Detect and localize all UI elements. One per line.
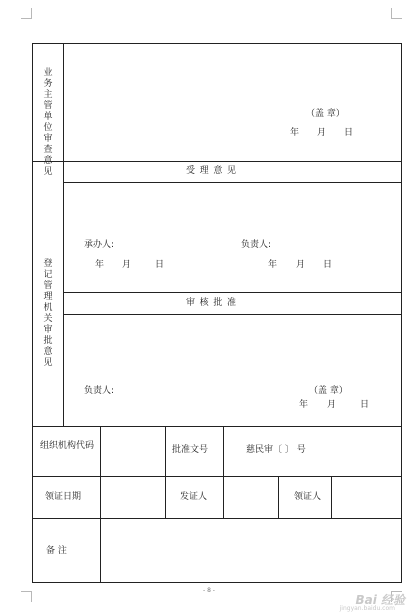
- page-number: - 8 -: [203, 587, 215, 594]
- accept-header: 受 理 意 见: [186, 166, 237, 176]
- section1-day: 日: [344, 128, 354, 138]
- review-day: 日: [360, 400, 370, 410]
- table-border-top: [32, 43, 402, 44]
- table-border-left: [32, 43, 33, 583]
- corner-mark-top-right: [391, 8, 402, 19]
- handler-label: 承办人:: [84, 240, 115, 250]
- col-divider-1: [100, 426, 101, 583]
- table-border-right: [401, 43, 402, 583]
- responsible-label: 负责人:: [241, 240, 272, 250]
- accept-month-left: 月: [122, 260, 132, 270]
- section2-seal: （盖 章）: [309, 386, 348, 396]
- issuer-label: 发证人: [180, 492, 208, 502]
- org-code-label: 组织机构代码: [39, 441, 94, 451]
- section1-month: 月: [317, 128, 327, 138]
- accept-month-right: 月: [296, 260, 306, 270]
- section1-label: 业务主管单位审查意见: [43, 68, 53, 177]
- section1-seal: （盖 章）: [306, 109, 345, 119]
- approval-no-value: 慈民审〔 〕 号: [246, 445, 306, 455]
- receiver-label: 领证人: [294, 492, 322, 502]
- divider-row-org: [32, 476, 402, 477]
- receive-date-label: 领证日期: [45, 492, 82, 502]
- accept-day-left: 日: [155, 260, 165, 270]
- section2-label: 登记管理机关审批意见: [43, 259, 53, 368]
- corner-mark-top-left: [21, 8, 32, 19]
- table-border-bottom: [32, 582, 402, 583]
- label-column-divider: [63, 43, 64, 426]
- accept-day-right: 日: [323, 260, 333, 270]
- divider-section2: [32, 426, 402, 427]
- col-divider-5: [331, 476, 332, 519]
- review-year: 年: [299, 400, 309, 410]
- col-divider-2: [165, 426, 166, 519]
- section1-year: 年: [290, 128, 300, 138]
- watermark-logo: Bai 经验: [355, 593, 405, 607]
- col-divider-4: [278, 476, 279, 519]
- divider-accept-body: [63, 292, 402, 293]
- corner-mark-bottom-left: [21, 591, 32, 602]
- col-divider-3: [223, 426, 224, 519]
- review-header: 审 核 批 准: [186, 298, 237, 308]
- accept-year-right: 年: [268, 260, 278, 270]
- watermark-url: jingyan.baidu.com: [339, 605, 395, 612]
- accept-year-left: 年: [95, 260, 105, 270]
- divider-accept-header: [63, 182, 402, 183]
- review-month: 月: [327, 400, 337, 410]
- divider-review-header: [63, 314, 402, 315]
- divider-section1: [32, 161, 402, 162]
- remarks-label: 备 注: [46, 546, 67, 556]
- approval-no-label: 批准文号: [172, 445, 209, 455]
- divider-row-date: [32, 518, 402, 519]
- approver-label: 负责人:: [84, 386, 115, 396]
